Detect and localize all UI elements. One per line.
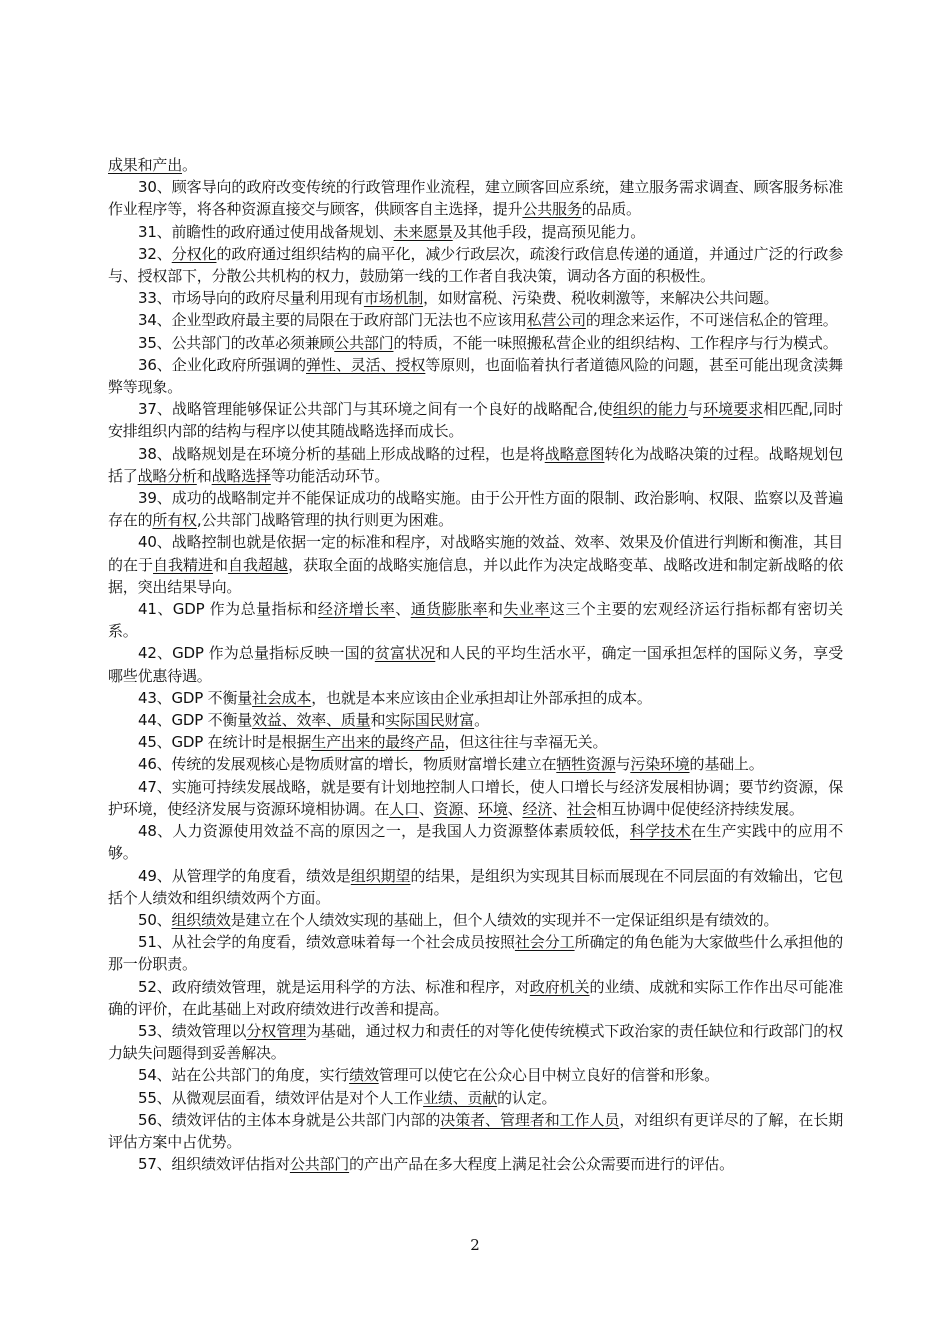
text-segment: 38、战略规划是在环境分析的基础上形成战略的过程，也是将 (138, 444, 545, 463)
text-paragraph (108, 1109, 843, 1153)
text-segment: ,公共部门战略管理的执行则更为困难。 (196, 511, 453, 530)
text-segment: 35、公共部门的改革必须兼顾 (138, 333, 335, 352)
underlined-keyword: 战略意图 (544, 444, 605, 463)
underlined-keyword: 政府机关 (529, 977, 590, 996)
text-segment: 51、从社会学的角度看，绩效意味着每一个社会成员按照 (138, 933, 515, 952)
text-segment: 和人民的平均生活水平，确定一国承担怎样的国际义务，享受哪些优惠待遇。 (108, 644, 843, 685)
text-paragraph (108, 642, 843, 686)
text-paragraph (108, 731, 843, 753)
text-paragraph (108, 598, 843, 642)
text-segment: 40、战略控制也就是依据一定的标准和程序，对战略实施的效益、效率、效果及价值进行判断和衡准，其目的在于 (108, 533, 843, 574)
text-segment: 的认定。 (497, 1088, 557, 1107)
text-segment: 39、成功的战略制定并不能保证成功的战略实施。由于公开性方面的限制、政治影响、权限、监察以及普遍存在的 (108, 489, 843, 530)
text-segment: 45、GDP 在统计时是根据 (138, 733, 312, 752)
text-paragraph (108, 243, 843, 287)
text-segment: 42、GDP 作为总量指标反映一国的 (138, 644, 375, 663)
page-body (108, 154, 843, 1175)
text-segment: 41、GDP 作为总量指标和 (138, 600, 318, 619)
underlined-keyword: 公共部门 (334, 333, 394, 352)
text-segment: 30、顾客导向的政府改变传统的行政管理作业流程，建立顾客回应系统，建立服务需求调查、顾客服务标准作业程序等，将各种资源直接交与顾客，供顾客自主选择，提升 (108, 178, 843, 219)
underlined-keyword: 弹性、灵活、授权 (306, 355, 426, 374)
text-segment: 的结果，是组织为实现其目标而展现在不同层面的有效输出，它包括个人绩效和组织绩效两个方面。 (108, 866, 843, 907)
text-segment: 及其他手段，提高预见能力。 (452, 222, 646, 241)
text-paragraph (108, 931, 843, 975)
text-segment: 和 (488, 600, 504, 619)
text-paragraph (108, 753, 843, 775)
text-paragraph (108, 487, 843, 531)
underlined-keyword: 污染环境 (630, 755, 690, 774)
text-segment: 的品质。 (581, 200, 641, 219)
underlined-keyword: 经济 (522, 799, 553, 818)
text-segment: 与 (688, 400, 704, 419)
underlined-keyword: 成果和产出 (108, 156, 183, 174)
underlined-keyword: 战略选择 (211, 466, 271, 485)
text-segment: 53、绩效管理以 (138, 1021, 247, 1040)
text-segment: 54、站在公共部门的角度，实行 (138, 1066, 350, 1085)
text-segment: 33、市场导向的政府尽量利用现有 (138, 289, 364, 308)
text-segment: 。 (474, 711, 489, 730)
underlined-keyword: 贫富状况 (374, 644, 436, 663)
underlined-keyword: 公共服务 (522, 200, 582, 219)
text-paragraph (108, 1064, 843, 1086)
text-paragraph (108, 531, 843, 598)
text-paragraph (108, 354, 843, 398)
text-segment: 和 (196, 466, 212, 485)
text-segment: ，获取全面的战略实施信息，并以此作为决定战略变革、战略改进和制定新战略的依据，突出结果导向。 (108, 555, 843, 596)
underlined-keyword: 业绩、贡献 (423, 1088, 498, 1107)
underlined-keyword: 效益、效率、质量 (252, 711, 371, 730)
text-segment: 、 (463, 799, 479, 818)
text-segment: 56、绩效评估的主体本身就是公共部门内部的 (138, 1110, 441, 1129)
text-segment: 48、人力资源使用效益不高的原因之一，是我国人力资源整体素质较低， (138, 822, 630, 841)
underlined-keyword: 生产出来的最终产品 (311, 733, 445, 752)
text-paragraph (108, 398, 843, 442)
text-segment: 44、GDP 不衡量 (138, 711, 253, 730)
text-segment: 57、组织绩效评估指对 (138, 1155, 290, 1174)
text-segment: ，但这往往与幸福无关。 (444, 733, 608, 752)
text-segment: 是建立在个人绩效实现的基础上，但个人绩效的实现并不一定保证组织是有绩效的。 (230, 910, 779, 929)
text-segment: 的政府通过组织结构的扁平化，减少行政层次，疏浚行政信息传递的通道，并通过广泛的行政参与、授权部下，分散公共机构的权力，鼓励第一线的工作者自我决策，调动各方面的积极性。 (108, 244, 843, 286)
underlined-keyword: 社会成本 (252, 688, 312, 707)
underlined-keyword: 战略分析 (137, 466, 197, 485)
text-segment: 所确定的角色能为大家做些什么承担他的那一份职责。 (108, 933, 844, 974)
text-segment: 34、企业型政府最主要的局限在于政府部门无法也不应该用 (138, 311, 527, 330)
text-segment: 和 (370, 711, 386, 730)
text-segment: 等功能活动环节。 (270, 466, 390, 485)
text-paragraph (108, 332, 843, 354)
text-segment: 管理可以使它在公众心目中树立良好的信誉和形象。 (378, 1066, 720, 1085)
underlined-keyword: 环境要求 (703, 400, 764, 419)
underlined-keyword: 决策者、管理者和工作人员 (440, 1110, 620, 1129)
text-paragraph (108, 776, 843, 820)
underlined-keyword: 科学技术 (629, 822, 691, 841)
underlined-keyword: 人口 (389, 799, 419, 818)
text-paragraph (108, 865, 843, 909)
text-segment: 这三个主要的宏观经济运行指标都有密切关系。 (108, 600, 843, 641)
text-segment: 为基础，通过权力和责任的对等化使传统模式下政治家的责任缺位和行政部门的权力缺失问题得到妥善解决。 (108, 1021, 843, 1063)
text-paragraph (108, 976, 843, 1020)
text-segment: 转化为战略决策的过程。战略规划包括了 (108, 444, 843, 485)
text-segment: ，对组织有更详尽的了解，在长期评估方案中占优势。 (108, 1110, 843, 1151)
text-segment: 的产出产品在多大程度上满足社会公众需要而进行的评估。 (349, 1155, 734, 1174)
text-paragraph (108, 309, 843, 331)
underlined-keyword: 组织期望 (350, 866, 411, 885)
underlined-keyword: 未来愿景 (393, 222, 453, 241)
underlined-keyword: 自我精进 (153, 555, 214, 574)
text-segment: 等原则，也面临着执行者道德风险的问题，甚至可能出现贪渎舞弊等现象。 (108, 355, 843, 397)
text-segment: 和 (213, 555, 229, 574)
text-segment: 、 (552, 799, 567, 818)
text-paragraph (108, 687, 843, 709)
underlined-keyword: 社会 (566, 799, 597, 818)
text-paragraph (108, 287, 843, 309)
text-paragraph (108, 1020, 843, 1064)
underlined-keyword: 组织绩效 (171, 910, 231, 929)
text-segment: ，如财富税、污染费、税收刺激等，来解决公共问题。 (423, 289, 779, 308)
underlined-keyword: 资源 (433, 799, 464, 818)
underlined-keyword: 实际国民财富 (385, 711, 475, 730)
underlined-keyword: 失业率 (503, 600, 550, 619)
text-segment: 55、从微观层面看，绩效评估是对个人工作 (138, 1088, 424, 1107)
text-segment: 。 (182, 156, 197, 174)
text-segment: 50、 (138, 910, 172, 929)
text-segment: 46、传统的发展观核心是物质财富的增长，物质财富增长建立在 (138, 755, 557, 774)
text-paragraph (108, 1153, 843, 1175)
text-segment: 相互协调中促使经济持续发展。 (596, 799, 804, 818)
underlined-keyword: 牺牲资源 (556, 755, 616, 774)
underlined-keyword: 绩效 (349, 1066, 379, 1085)
underlined-keyword: 公共部门 (289, 1155, 350, 1174)
text-segment: 49、从管理学的角度看，绩效是 (138, 866, 351, 885)
text-segment: 与 (615, 755, 631, 774)
text-segment: 的特质，不能一味照搬私营企业的组织结构、工作程序与行为模式。 (393, 333, 838, 352)
text-segment: 在生产实践中的应用不够。 (108, 822, 843, 863)
underlined-keyword: 环境 (478, 799, 508, 818)
text-paragraph (108, 709, 843, 731)
text-paragraph (108, 820, 843, 864)
underlined-keyword: 经济增长率 (317, 600, 396, 619)
underlined-keyword: 自我超越 (228, 555, 289, 574)
text-segment: 52、政府绩效管理，就是运用科学的方法、标准和程序，对 (138, 977, 530, 996)
text-paragraph (108, 176, 843, 220)
text-segment: 、 (395, 600, 411, 619)
text-paragraph (108, 154, 843, 176)
text-segment: 、 (418, 799, 434, 818)
underlined-keyword: 社会分工 (514, 933, 575, 952)
text-paragraph (108, 909, 843, 931)
underlined-keyword: 私营公司 (526, 311, 586, 330)
text-segment: 31、前瞻性的政府通过使用战备规划、 (138, 222, 394, 241)
underlined-keyword: 分权管理 (246, 1021, 307, 1040)
text-segment: 的业绩、成就和实际工作作出尽可能准确的评价，在此基础上对政府绩效进行改善和提高。 (108, 977, 843, 1018)
text-segment: 的基础上。 (689, 755, 764, 774)
text-segment: 相匹配,同时安排组织内部的结构与程序以使其随战略选择而成长。 (108, 400, 843, 441)
text-segment: 、 (507, 799, 523, 818)
text-paragraph (108, 221, 843, 243)
underlined-keyword: 所有权 (152, 511, 197, 530)
text-segment: 的理念来运作，不可迷信私企的管理。 (585, 311, 838, 330)
text-segment: 32、 (138, 244, 172, 263)
text-segment: 37、战略管理能够保证公共部门与其环境之间有一个良好的战略配合,使 (138, 400, 613, 419)
text-segment: ，也就是本来应该由企业承担却让外部承担的成本。 (311, 688, 652, 707)
page-number: 2 (470, 1236, 480, 1254)
text-segment: 36、企业化政府所强调的 (138, 355, 306, 374)
text-segment: 43、GDP 不衡量 (138, 688, 253, 707)
underlined-keyword: 市场机制 (363, 289, 424, 308)
text-segment: 47、实施可持续发展战略，就是要有计划地控制人口增长，使人口增长与经济发展相协调；要节约资源，保护环境，使经济发展与资源环境相协调。在 (108, 777, 843, 818)
text-paragraph (108, 443, 843, 487)
underlined-keyword: 组织的能力 (612, 400, 689, 419)
underlined-keyword: 分权化 (171, 244, 217, 263)
underlined-keyword: 通货膨胀率 (410, 600, 488, 619)
text-paragraph (108, 1087, 843, 1109)
